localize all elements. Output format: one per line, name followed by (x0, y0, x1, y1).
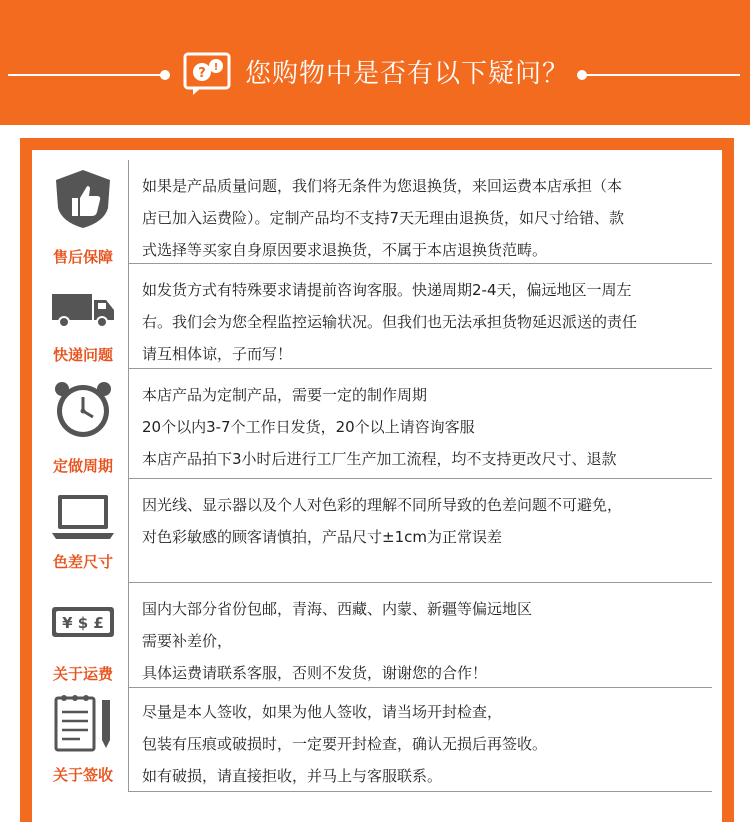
faq-text (142, 170, 702, 266)
faq-label: 关于签收 (52, 766, 113, 784)
faq-line: 本店产品拍下3小时后进行工厂生产加工流程，均不支持更改尺寸、退款 (142, 450, 617, 468)
row-divider (128, 791, 712, 792)
faq-row-color-size (32, 479, 722, 583)
faq-line: 如果是产品质量问题，我们将无条件为您退换货，来回运费本店承担（本 (142, 177, 623, 195)
faq-text (142, 274, 702, 370)
faq-line: 需要补差价， (142, 632, 233, 650)
question-chat-icon (183, 52, 231, 96)
delivery-truck-icon (50, 280, 116, 342)
faq-line: 请互相体谅，子而写！ (142, 345, 293, 363)
faq-line: 本店产品为定制产品，需要一定的制作周期 (142, 386, 428, 404)
laptop-icon (50, 489, 116, 551)
faq-line: 式选择等买家自身原因要求退换货，不属于本店退换货范畴。 (142, 241, 548, 259)
footer-spacer (0, 822, 750, 838)
faq-row-after-sales (32, 160, 722, 264)
faq-line: 如发货方式有特殊要求请提前咨询客服。快递周期2-4天，偏远地区一周左 (142, 281, 632, 299)
header-divider-right (580, 74, 740, 76)
faq-label: 定做周期 (52, 457, 113, 475)
column-divider (128, 688, 129, 792)
faq-row-freight (32, 583, 722, 688)
faq-row-shipping (32, 264, 722, 369)
faq-icon-cell (38, 688, 128, 792)
currency-icon (50, 599, 116, 661)
currency-symbols: ¥ $ £ (62, 614, 104, 632)
column-divider (128, 160, 129, 264)
faq-icon-cell (38, 583, 128, 688)
faq-label: 关于运费 (52, 665, 113, 683)
page-title: 您购物中是否有以下疑问？ (245, 59, 570, 89)
faq-icon-cell (38, 160, 128, 264)
faq-icon-cell (38, 479, 128, 583)
faq-text (142, 379, 702, 475)
faq-icon-cell (38, 264, 128, 369)
faq-line: 右。我们会为您全程监控运输状况。但我们也无法承担货物延迟派送的责任 (142, 313, 638, 331)
column-divider (128, 583, 129, 688)
faq-panel (20, 138, 734, 834)
faq-row-signing (32, 688, 722, 792)
faq-row-production (32, 369, 722, 479)
faq-line: 20个以内3-7个工作日发货，20个以上请咨询客服 (142, 418, 475, 436)
faq-line: 尽量是本人签收，如果为他人签收，请当场开封检查， (142, 703, 503, 721)
header-banner (0, 0, 750, 125)
faq-line: 包装有压痕或破损时，一定要开封检查，确认无损后再签收。 (142, 735, 548, 753)
faq-line: 对色彩敏感的顾客请慎拍，产品尺寸±1cm为正常误差 (142, 528, 502, 546)
faq-line: 因光线、显示器以及个人对色彩的理解不同所导致的色差问题不可避免， (142, 496, 623, 514)
faq-line: 具体运费请联系客服，否则不发货，谢谢您的合作！ (142, 664, 488, 682)
column-divider (128, 369, 129, 479)
notepad-pen-icon (50, 692, 116, 754)
faq-icon-cell (38, 369, 128, 479)
faq-text (142, 593, 702, 689)
svg-text:!: ! (213, 62, 219, 73)
alarm-clock-icon (50, 379, 116, 441)
header-dot-left (160, 70, 170, 80)
faq-line: 店已加入运费险）。定制产品均不支持7天无理由退换货，如尺寸给错、款 (142, 209, 625, 227)
faq-label: 色差尺寸 (52, 553, 113, 571)
svg-text:?: ? (198, 66, 206, 81)
column-divider (128, 264, 129, 369)
faq-line: 国内大部分省份包邮，青海、西藏、内蒙、新疆等偏远地区 (142, 600, 533, 618)
faq-label: 售后保障 (52, 248, 113, 266)
faq-line: 如有破损，请直接拒收，并马上与客服联系。 (142, 767, 443, 785)
header-divider-left (8, 74, 166, 76)
thumbs-up-shield-icon (50, 168, 116, 230)
column-divider (128, 479, 129, 583)
faq-label: 快递问题 (52, 346, 113, 364)
faq-text (142, 489, 702, 553)
faq-text (142, 696, 702, 792)
